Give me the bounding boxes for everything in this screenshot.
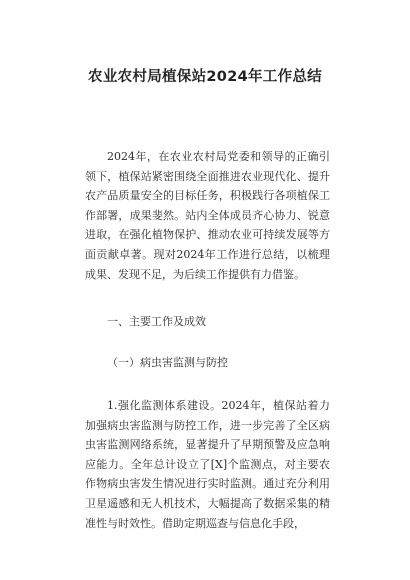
item-paragraph: 1.强化监测体系建设。2024年，植保站着力加强病虫害监测与防控工作，进一步完善了全区病虫害监测网络系统，显著提升了早期预警及应急响应能力。全年总计设立了[X]个监测点，对主要农作物病虫害发生情况进行实时监测。通过充分利用卫星遥感和无人机技术，大幅提高了数据采集的精准性与时效性。借助定期巡查与信息化手段，: [85, 399, 330, 530]
section-heading: 一、主要工作及成效: [107, 315, 206, 328]
subsection-heading: （一）病虫害监测与防控: [107, 356, 228, 369]
intro-paragraph: 2024年，在农业农村局党委和领导的正确引领下，植保站紧密围绕全面推进农业现代化、提升农产品质量安全的目标任务，积极践行各项植保工作部署，成果斐然。站内全体成员齐心协力、锐意进取，在强化植物保护、推动农业可持续发展等方面贡献卓著。现对2024年工作进行总结，以梳理成果、发现不足，为后续工作提供有力借鉴。: [85, 150, 330, 281]
document-title: 农业农村局植保站2024年工作总结: [88, 69, 322, 85]
